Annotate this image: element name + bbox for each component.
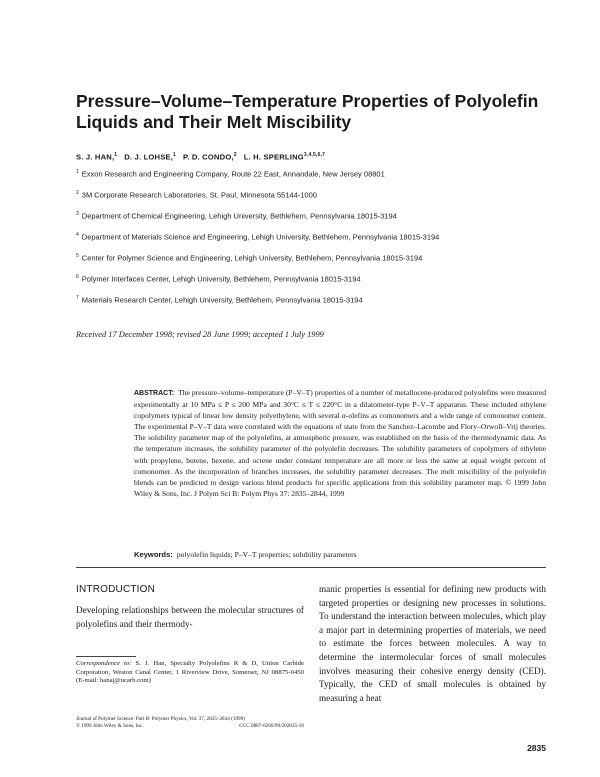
ccc-code: CCC 0887-6266/99/202835-10 <box>239 723 304 729</box>
affiliation-number: 3 <box>76 211 79 217</box>
affiliation <box>76 253 422 263</box>
paper-title: Pressure–Volume–Temperature Properties of Polyolefin Liquids and Their Melt Miscibility <box>76 91 539 132</box>
correspondence-label: Correspondence to: <box>76 660 132 667</box>
journal-citation: Journal of Polymer Science: Part B: Polymer Physics, Vol. 37, 2835–2844 (1999) <box>76 716 245 722</box>
body-column-right <box>319 583 546 705</box>
footnote-divider <box>76 656 136 657</box>
author-list <box>76 152 325 162</box>
affiliation-number: 6 <box>76 274 79 280</box>
affiliation <box>76 211 397 221</box>
copyright: © 1999 John Wiley & Sons, Inc. <box>76 723 144 729</box>
affiliation-text: Exxon Research and Engineering Company, Route 22 East, Annandale, New Jersey 08801 <box>81 169 385 179</box>
affiliation-number: 1 <box>76 169 79 175</box>
affiliation-number: 2 <box>76 190 79 196</box>
page-number: 2835 <box>527 743 546 753</box>
section-divider <box>76 567 546 568</box>
keywords-text: polyolefin liquids; P–V–T properties; solubility parameters <box>176 550 357 559</box>
affiliation <box>76 190 317 200</box>
author-affiliation-marker: 3,4,5,6,7 <box>303 152 326 158</box>
received-dates: Received 17 December 1998; revised 28 June 1999; accepted 1 July 1999 <box>76 330 324 339</box>
author: L. H. SPERLING <box>243 152 304 162</box>
affiliation <box>76 232 439 242</box>
affiliation <box>76 169 385 179</box>
affiliation-text: Department of Materials Science and Engineering, Lehigh University, Bethlehem, Pennsylvania 18015-3194 <box>81 232 440 242</box>
affiliation <box>76 274 361 284</box>
correspondence-footnote <box>76 660 304 686</box>
body-paragraph: Developing relationships between the molecular structures of polyolefins and their thermody- <box>76 605 304 629</box>
abstract-text: The pressure–volume–temperature (P–V–T) properties of a number of metallocene-produced polyolefins were measured experimentally at 10 MPa ≤ P ≤ 200 MPa and 30°C ≤ T ≤ 220°C in a dilatometer-type P–V–T apparatus. These included ethylene copolymers typical of linear low density polyethylene, with several α-olefins as comonomers and a wide range of comonomer content. The experimental P–V–T data were correlated with the equations of state from the Sanchez–Lacombe and Flory–Orwoll–Vrij theories. The solubility parameter map of the polyolefins, at atmospheric pressure, was established on the basis of the thermodynamic data. As the temperature increases, the solubility parameter of the polyolefin decreases. The solubility parameters of copolymers of ethylene with propylene, butene, hexene, and octene under constant temperature are all more or less the same at equal weight percent of comonomer. As the incorporation of branches increases, the solubility parameter decreases. The melt miscibility of the polyolefin blends can be predicted to design various blend products for specific applications from this solubility parameter map. © 1999 John Wiley & Sons, Inc. J Polym Sci B: Polym Phys 37: 2835–2844, 1999 <box>134 388 546 498</box>
author: D. J. LOHSE, <box>124 152 174 162</box>
author: P. D. CONDO, <box>182 152 234 162</box>
body-paragraph: manic properties is essential for defining new products with targeted properties or designing new processes in solutions. To understand the interaction between molecules, which play a major part in determining properties of materials, we need to estimate the forces between molecules. A way to determine the intermolecular forces of small molecules involves measuring their cohesive energy density (CED). Typically, the CED of small molecules is obtained by measuring a heat <box>319 584 546 703</box>
body-column-left <box>76 604 304 631</box>
affiliation-text: 3M Corporate Research Laboratories, St. Paul, Minnesota 55144-1000 <box>81 190 317 200</box>
keywords <box>134 550 546 559</box>
author-affiliation-marker: 1 <box>173 152 177 158</box>
affiliation-text: Polymer Interfaces Center, Lehigh University, Bethlehem, Pennsylvania 18015-3194 <box>81 274 361 284</box>
journal-info <box>76 716 304 730</box>
affiliation-text: Materials Research Center, Lehigh University, Bethlehem, Pennsylvania 18015-3194 <box>81 295 363 305</box>
keywords-label: Keywords: <box>134 550 173 559</box>
section-heading: INTRODUCTION <box>76 584 156 595</box>
affiliation-number: 4 <box>76 232 79 238</box>
abstract <box>134 387 546 499</box>
affiliation-text: Department of Chemical Engineering, Lehigh University, Bethlehem, Pennsylvania 18015-3194 <box>81 211 397 221</box>
affiliation-number: 7 <box>76 295 79 301</box>
author-affiliation-marker: 2 <box>233 152 237 158</box>
affiliation-text: Center for Polymer Science and Engineering, Lehigh University, Bethlehem, Pennsylvania 18015-3194 <box>81 253 423 263</box>
author: S. J. HAN, <box>76 152 115 162</box>
correspondence-text: S. J. Han, Specialty Polyolefins R & D, Union Carbide Corporation, Weston Canal Center, 1 Riverview Drive, Somerset, NJ 08875-0450 (E-mail: hanaj@ucarb.com) <box>76 660 305 685</box>
affiliation <box>76 295 363 305</box>
affiliation-number: 5 <box>76 253 79 259</box>
author-affiliation-marker: 1 <box>114 152 118 158</box>
abstract-label: ABSTRACT: <box>134 390 175 397</box>
